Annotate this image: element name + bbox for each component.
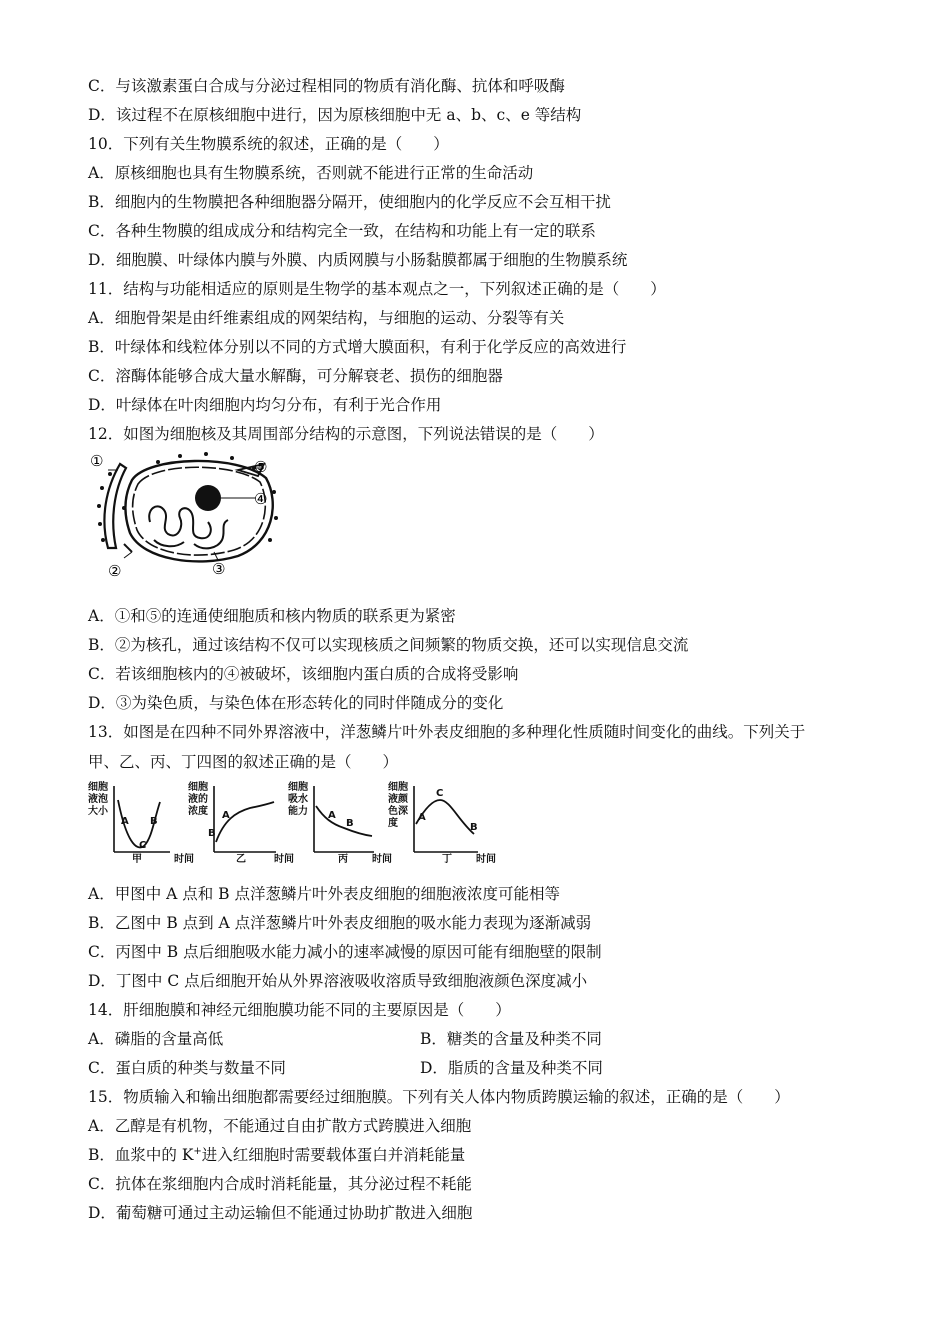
point-label: B — [346, 818, 354, 829]
option-line: C．溶酶体能够合成大量水解酶，可分解衰老、损伤的细胞器 — [88, 367, 503, 385]
option-line: D．③为染色质，与染色体在形态转化的同时伴随成分的变化 — [88, 694, 504, 712]
panel-jia-name: 甲 — [132, 854, 142, 865]
question-11-stem: 11．结构与功能相适应的原则是生物学的基本观点之一，下列叙述正确的是（ ） — [88, 280, 666, 298]
panel-ding-ylabel: 细胞 — [388, 782, 408, 793]
point-label: A — [328, 810, 336, 821]
option-line: D．细胞膜、叶绿体内膜与外膜、内质网膜与小肠黏膜都属于细胞的生物膜系统 — [88, 251, 628, 269]
point-label: A — [418, 812, 426, 823]
panel-bing-name: 丙 — [338, 854, 348, 865]
graphs-figure — [88, 780, 508, 866]
panel-yi-xlabel: 时间 — [274, 854, 294, 865]
point-label: A — [222, 810, 230, 821]
panel-bing — [288, 780, 392, 865]
option-line: A．原核细胞也具有生物膜系统，否则就不能进行正常的生命活动 — [88, 164, 534, 182]
point-label: A — [121, 816, 129, 827]
label-5: ⑤ — [254, 458, 268, 476]
superscript: + — [193, 1145, 202, 1157]
option-line: D．脂质的含量及种类不同 — [420, 1059, 603, 1077]
option-text: B．血浆中的 K — [88, 1146, 194, 1164]
question-12-stem: 12．如图为细胞核及其周围部分结构的示意图，下列说法错误的是（ ） — [88, 425, 604, 443]
option-line — [88, 1145, 465, 1165]
option-line: B．细胞内的生物膜把各种细胞器分隔开，使细胞内的化学反应不会互相干扰 — [88, 193, 611, 211]
option-line: A．磷脂的含量高低 — [88, 1030, 224, 1048]
panel-bing-ylabel: 能力 — [288, 806, 308, 817]
point-label: C — [436, 788, 444, 799]
panel-jia-ylabel: 细胞 — [88, 782, 108, 793]
option-line: C．与该激素蛋白合成与分泌过程相同的物质有消化酶、抗体和呼吸酶 — [88, 77, 565, 95]
label-2: ② — [108, 562, 122, 580]
label-4: ④ — [254, 490, 268, 508]
question-13-stem: 13．如图是在四种不同外界溶液中，洋葱鳞片叶外表皮细胞的多种理化性质随时间变化的曲线。下列关于 — [88, 723, 806, 741]
option-line: B．乙图中 B 点到 A 点洋葱鳞片叶外表皮细胞的吸水能力表现为逐渐减弱 — [88, 914, 592, 932]
option-text: 进入红细胞时需要载体蛋白并消耗能量 — [201, 1146, 466, 1164]
question-15-stem: 15．物质输入和输出细胞都需要经过细胞膜。下列有关人体内物质跨膜运输的叙述，正确的是（ ） — [88, 1088, 790, 1106]
point-label: B — [470, 822, 478, 833]
panel-ding-ylabel: 度 — [388, 818, 398, 829]
point-label: B — [150, 816, 158, 827]
panel-ding — [388, 780, 496, 865]
option-line: A．甲图中 A 点和 B 点洋葱鳞片叶外表皮细胞的细胞液浓度可能相等 — [88, 885, 560, 903]
nucleus-diagram — [88, 448, 288, 583]
panel-jia-xlabel: 时间 — [174, 854, 194, 865]
option-line: C．蛋白质的种类与数量不同 — [88, 1059, 286, 1077]
panel-ding-ylabel: 液颜 — [388, 794, 408, 805]
label-1: ① — [90, 452, 104, 470]
option-line: D．叶绿体在叶肉细胞内均匀分布，有利于光合作用 — [88, 396, 442, 414]
option-line: D．丁图中 C 点后细胞开始从外界溶液吸收溶质导致细胞液颜色深度减小 — [88, 972, 588, 990]
panel-yi-ylabel: 液的 — [188, 794, 208, 805]
option-line: C．若该细胞核内的④被破坏，该细胞内蛋白质的合成将受影响 — [88, 665, 519, 683]
panel-ding-name: 丁 — [442, 854, 452, 865]
option-line: A．乙醇是有机物，不能通过自由扩散方式跨膜进入细胞 — [88, 1117, 472, 1135]
option-line: B．②为核孔，通过该结构不仅可以实现核质之间频繁的物质交换，还可以实现信息交流 — [88, 636, 689, 654]
point-label: B — [208, 828, 216, 839]
panel-yi-ylabel: 细胞 — [188, 782, 208, 793]
panel-ding-ylabel: 色深 — [388, 806, 408, 817]
option-line: C．抗体在浆细胞内合成时消耗能量，其分泌过程不耗能 — [88, 1175, 472, 1193]
option-line: A．①和⑤的连通使细胞质和核内物质的联系更为紧密 — [88, 607, 456, 625]
option-line: B．糖类的含量及种类不同 — [420, 1030, 602, 1048]
panel-ding-xlabel: 时间 — [476, 854, 496, 865]
question-13-stem-cont: 甲、乙、丙、丁四图的叙述正确的是（ ） — [88, 753, 399, 771]
point-label: C — [139, 840, 147, 851]
question-14-stem: 14．肝细胞膜和神经元细胞膜功能不同的主要原因是（ ） — [88, 1001, 511, 1019]
label-3: ③ — [212, 560, 226, 578]
option-line: A．细胞骨架是由纤维素组成的网架结构，与细胞的运动、分裂等有关 — [88, 309, 565, 327]
option-line: D．葡萄糖可通过主动运输但不能通过协助扩散进入细胞 — [88, 1204, 473, 1222]
option-line: B．叶绿体和线粒体分别以不同的方式增大膜面积，有利于化学反应的高效进行 — [88, 338, 627, 356]
panel-yi-ylabel: 浓度 — [188, 806, 208, 817]
panel-jia-ylabel: 液泡 — [88, 794, 108, 805]
option-line: D．该过程不在原核细胞中进行，因为原核细胞中无 a、b、c、e 等结构 — [88, 106, 582, 124]
panel-yi-name: 乙 — [236, 854, 246, 865]
panel-bing-ylabel: 细胞 — [288, 782, 308, 793]
question-10-stem: 10．下列有关生物膜系统的叙述，正确的是（ ） — [88, 135, 449, 153]
panel-bing-xlabel: 时间 — [372, 854, 392, 865]
option-line: C．丙图中 B 点后细胞吸水能力减小的速率减慢的原因可能有细胞壁的限制 — [88, 943, 602, 961]
panel-yi — [188, 780, 294, 865]
panel-bing-ylabel: 吸水 — [288, 794, 308, 805]
panel-jia — [88, 780, 194, 865]
option-line: C．各种生物膜的组成成分和结构完全一致，在结构和功能上有一定的联系 — [88, 222, 596, 240]
panel-jia-ylabel: 大小 — [88, 806, 108, 817]
